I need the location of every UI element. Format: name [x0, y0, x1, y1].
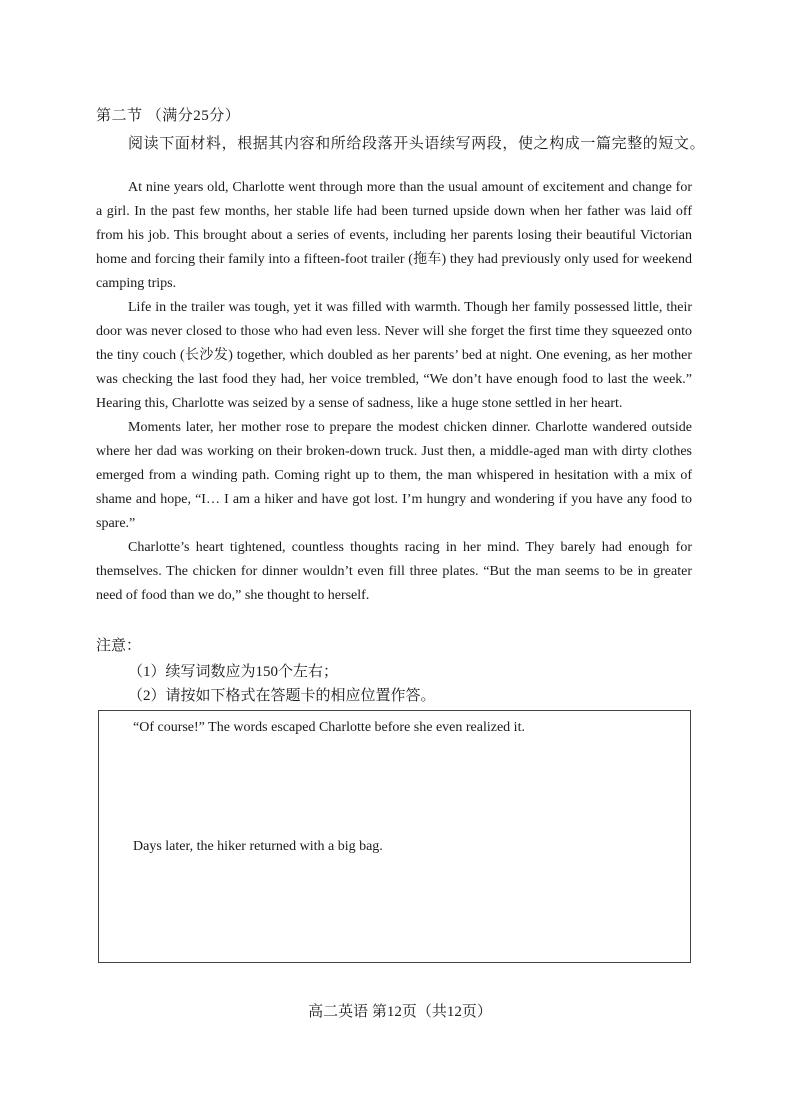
section-title: 第二节 （满分25分） [96, 108, 241, 124]
paragraph-opening-1: “Of course!” The words escaped Charlotte before she even realized it. [133, 720, 525, 735]
passage-paragraph-2: Life in the trailer was tough, yet it was filled with warmth. Though her family possessed little, their door was never closed to those who had even less. Never will she forget the first time they squeezed onto the tiny couch (长沙发) together, which doubled as her parents’ bed at night. One evening, as her mother was checking the last food they had, her voice trembled, “We don’t have enough food to last the week.” Hearing this, Charlotte was seized by a sense of sadness, like a huge stone settled in her heart. [96, 300, 692, 411]
answer-box [98, 710, 691, 963]
passage [96, 176, 692, 608]
passage-paragraph-4: Charlotte’s heart tightened, countless thoughts racing in her mind. They barely had enough for themselves. The chicken for dinner wouldn’t even fill three plates. “But the man seems to be in greater need of food than we do,” she thought to herself. [96, 540, 692, 603]
note-item-1: （1）续写词数应为150个左右； [128, 664, 339, 680]
notes-label: 注意： [96, 638, 142, 654]
page-footer: 高二英语 第12页（共12页） [308, 1004, 492, 1020]
paragraph-opening-2: Days later, the hiker returned with a big bag. [133, 839, 383, 854]
instructions: 阅读下面材料，根据其内容和所给段落开头语续写两段，使之构成一篇完整的短文。 [128, 136, 706, 152]
passage-paragraph-1: At nine years old, Charlotte went through more than the usual amount of excitement and change for a girl. In the past few months, her stable life had been turned upside down when her father was laid off from his job. This brought about a series of events, including her parents losing their beautiful Victorian home and forcing their family into a fifteen-foot trailer (拖车) they had previously only used for weekend camping trips. [96, 180, 692, 291]
note-item-2: （2）请按如下格式在答题卡的相应位置作答。 [128, 688, 436, 704]
passage-paragraph-3: Moments later, her mother rose to prepare the modest chicken dinner. Charlotte wandered outside where her dad was working on their broken-down truck. Just then, a middle-aged man with dirty clothes emerged from a winding path. Coming right up to them, the man whispered in hesitation with a mix of shame and hope, “I… I am a hiker and have got lost. I’m hungry and wondering if you have any food to spare.” [96, 420, 692, 531]
